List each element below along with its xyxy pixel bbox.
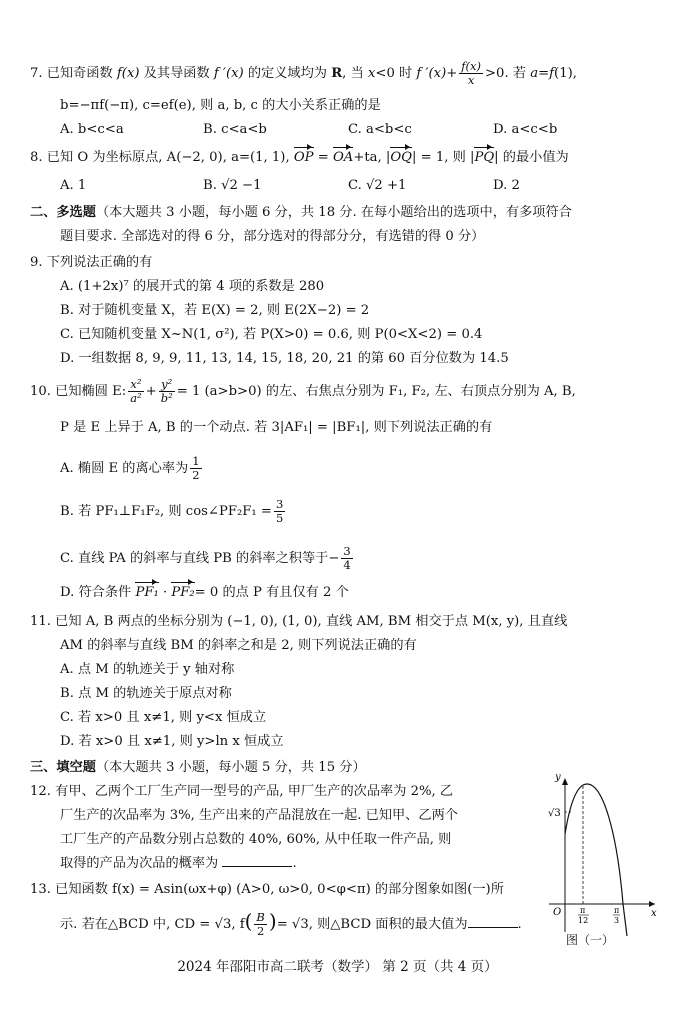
q7-text-b: 及其导函数	[143, 66, 210, 81]
q7-option-b: B. c<a<b	[203, 122, 267, 137]
q13-line2-end: .	[517, 917, 522, 932]
q13-line2: 示. 若在△BCD 中, CD = √3, f( $\frac{B}{2}$ )= √3, 则△BCD 面积的最大值为 .	[60, 909, 522, 938]
section2-desc1: （本大题共 3 小题，每小题 6 分，共 18 分. 在每小题给出的选项中，有多项符合	[95, 205, 572, 220]
q7-fpx: f ′(x)	[213, 66, 244, 81]
q9-option-b: B. 对于随机变量 X，若 E(X) = 2, 则 E(2X−2) = 2	[60, 303, 370, 318]
graph-x-label: x	[651, 908, 657, 919]
q12-line4-text: 取得的产品为次品的概率为	[60, 856, 219, 871]
q10-text-b: = 1 (a>b>0) 的左、右焦点分别为 F₁, F₂, 左、右顶点分别为 A, B,	[176, 384, 576, 399]
q13-line1: 13. 已知函数 f(x) = Asin(ωx+φ) (A>0, ω>0, 0<φ<π) 的部分图象如图(一)所	[30, 882, 504, 897]
q10-line2: P 是 E 上异于 A, B 的一个动点. 若 3|AF₁| = |BF₁|, 则下列说法正确的有	[60, 420, 493, 435]
q9-option-c: C. 已知随机变量 X~N(1, σ²), 若 P(X>0) = 0.6, 则 P(0<X<2) = 0.4	[60, 327, 483, 342]
graph-x-tick2-den: 3	[614, 916, 620, 925]
q10-frac-half: $\frac{1}{2}$	[192, 454, 200, 482]
q8-vec-oa: OA	[333, 148, 353, 168]
q8-option-c: C. √2 +1	[348, 178, 407, 193]
q7-cond: x	[367, 66, 376, 81]
q7-frac: $\frac{f(x)}{x}$	[461, 59, 481, 87]
q8-vec-op: OP	[294, 148, 314, 168]
q13-answer-blank[interactable]	[468, 915, 518, 928]
q10-frac-34: $\frac{3}{4}$	[343, 544, 351, 572]
q10-option-a	[60, 455, 204, 482]
q12-line3: 工厂生产的产品数分别占总数的 40%, 60%, 从中任取一件产品, 则	[60, 832, 452, 847]
q7-text-c: 的定义域均为	[247, 66, 327, 81]
section2-desc2: 题目要求. 全部选对的得 6 分，部分选对的得部分分，有选错的得 0 分）	[60, 229, 485, 244]
graph-y-tick-label: √3	[548, 808, 561, 819]
q10-option-d-text-b: = 0 的点 P 有且仅有 2 个	[194, 585, 349, 600]
q10-option-d: D. 符合条件 PF₁ · PF₂= 0 的点 P 有且仅有 2 个	[60, 583, 349, 603]
section3-desc: （本大题共 3 小题，每小题 5 分，共 15 分）	[95, 760, 366, 775]
section2-title: 二、多选题	[30, 205, 96, 220]
q7-option-d: D. a<c<b	[493, 122, 558, 137]
q8-stem	[30, 148, 569, 168]
q10-option-b-text: B. 若 PF₁⊥F₁F₂, 则 cos∠PF₂F₁ =	[60, 504, 272, 519]
graph-x-tick1-den: 12	[578, 916, 589, 925]
q8-text-d: | = 1, 则 |	[412, 150, 475, 165]
q12-line4-end: .	[292, 856, 297, 871]
q10-option-a-text: A. 椭圆 E 的离心率为	[60, 461, 189, 476]
q7-adef: a	[530, 66, 539, 81]
figure-1-caption: 图（一）	[566, 933, 615, 947]
q8-text-c: +ta, |	[353, 150, 391, 165]
q9-stem: 9. 下列说法正确的有	[30, 255, 153, 270]
q12-line1: 12. 有甲、乙两个工厂生产同一型号的产品, 甲厂生产的次品率为 2%, 乙	[30, 784, 454, 799]
page-footer: 2024 年邵阳市高二联考（数学） 第 2 页（共 4 页）	[177, 959, 498, 975]
q7-R: R	[331, 66, 343, 81]
q10-option-b	[60, 498, 287, 525]
q13-line2-text-b: = √3, 则△BCD 面积的最大值为	[276, 917, 468, 932]
q8-text-a: 8. 已知 O 为坐标原点, A(−2, 0), a=(1, 1),	[30, 150, 290, 165]
q12-answer-blank[interactable]	[222, 854, 292, 867]
q8-option-d: D. 2	[493, 178, 520, 193]
q7-fpx2: f ′(x)	[416, 66, 447, 81]
q11-option-a: A. 点 M 的轨迹关于 y 轴对称	[60, 662, 235, 677]
q9-option-d: D. 一组数据 8, 9, 9, 11, 13, 14, 15, 18, 20, 21 的第 60 百分位数为 14.5	[60, 351, 509, 366]
graph-origin-label: O	[553, 907, 562, 918]
q10-frac-35: $\frac{3}{5}$	[275, 497, 284, 525]
q8-option-a: A. 1	[60, 178, 87, 193]
q10-option-c	[60, 545, 355, 572]
q10-vec-pf1: PF₁	[135, 583, 158, 603]
q10-frac-x: $\frac{\text{x²}}{\text{a²}}$	[130, 377, 142, 405]
q13-line2-text-a: 示. 若在△BCD 中, CD = √3, f	[60, 917, 245, 932]
graph-x-tick2-num: π	[614, 906, 620, 915]
q10-option-c-text: C. 直线 PA 的斜率与直线 PB 的斜率之积等于−	[60, 551, 340, 566]
graph-x-arrow	[649, 901, 655, 907]
q8-vec-pq: PQ	[474, 148, 494, 168]
q10-line1: 10. 已知椭圆 E: $\frac{\text{x²}}{\text{a²}}$ + $\frac{\text{y²}}{\text{b²}}$ = 1 (a>b>0) 的左、右焦点分别为 F₁, F₂, 左、右顶点分别为 A, B,	[30, 377, 576, 405]
q7-fx: f(x)	[116, 66, 140, 81]
q13-frac-b2: $\frac{B}{2}$	[256, 910, 265, 938]
graph-y-label: y	[555, 772, 561, 783]
figure-1-graph	[545, 772, 660, 937]
q8-vec-oq: OQ	[390, 148, 412, 168]
q8-text-e: | 的最小值为	[494, 150, 569, 165]
section2-header	[30, 203, 572, 223]
section3-header	[30, 758, 366, 778]
q12-line4	[60, 854, 297, 874]
q7-text-a: 7. 已知奇函数	[30, 66, 113, 81]
q7-text-e: 时	[399, 66, 413, 81]
section3-title: 三、填空题	[30, 760, 96, 775]
q9-option-a: A. (1+2x)⁷ 的展开式的第 4 项的系数是 280	[60, 279, 325, 294]
graph-x-tick1-num: π	[580, 906, 586, 915]
q10-vec-pf2: PF₂	[171, 583, 194, 603]
q8-text-b: =	[317, 150, 333, 165]
graph-y-arrow	[562, 778, 568, 785]
q10-option-d-text-a: D. 符合条件	[60, 585, 132, 600]
q12-line2: 厂生产的次品率为 3%, 生产出来的产品混放在一起. 已知甲、乙两个	[60, 808, 458, 823]
q11-option-d: D. 若 x>0 且 x≠1, 则 y>ln x 恒成立	[60, 734, 284, 749]
q11-option-c: C. 若 x>0 且 x≠1, 则 y<x 恒成立	[60, 710, 267, 725]
q7-line2: b=−πf(−π), c=ef(e), 则 a, b, c 的大小关系正确的是	[60, 98, 381, 113]
q10-frac-y: $\frac{\text{y²}}{\text{b²}}$	[160, 377, 173, 405]
q7-text-d: 当	[350, 66, 364, 81]
q7-option-a: A. b<c<a	[60, 122, 124, 137]
q7-option-c: C. a<b<c	[348, 122, 412, 137]
q10-text-a: 10. 已知椭圆 E:	[30, 384, 127, 399]
q7-text-f: >0. 若	[485, 66, 527, 81]
q8-option-b: B. √2 −1	[203, 178, 262, 193]
q11-line1: 11. 已知 A, B 两点的坐标分别为 (−1, 0), (1, 0), 直线 AM, BM 相交于点 M(x, y), 且直线	[30, 614, 568, 629]
q11-option-b: B. 点 M 的轨迹关于原点对称	[60, 686, 232, 701]
q11-line2: AM 的斜率与直线 BM 的斜率之和是 2, 则下列说法正确的有	[60, 638, 417, 653]
q7-line1: 7. 已知奇函数 f(x) 及其导函数 f ′(x) 的定义域均为 R, 当 x<0 时 f ′(x)+ $\frac{f(x)}{x}$ >0. 若 a=f(1),	[30, 59, 577, 87]
